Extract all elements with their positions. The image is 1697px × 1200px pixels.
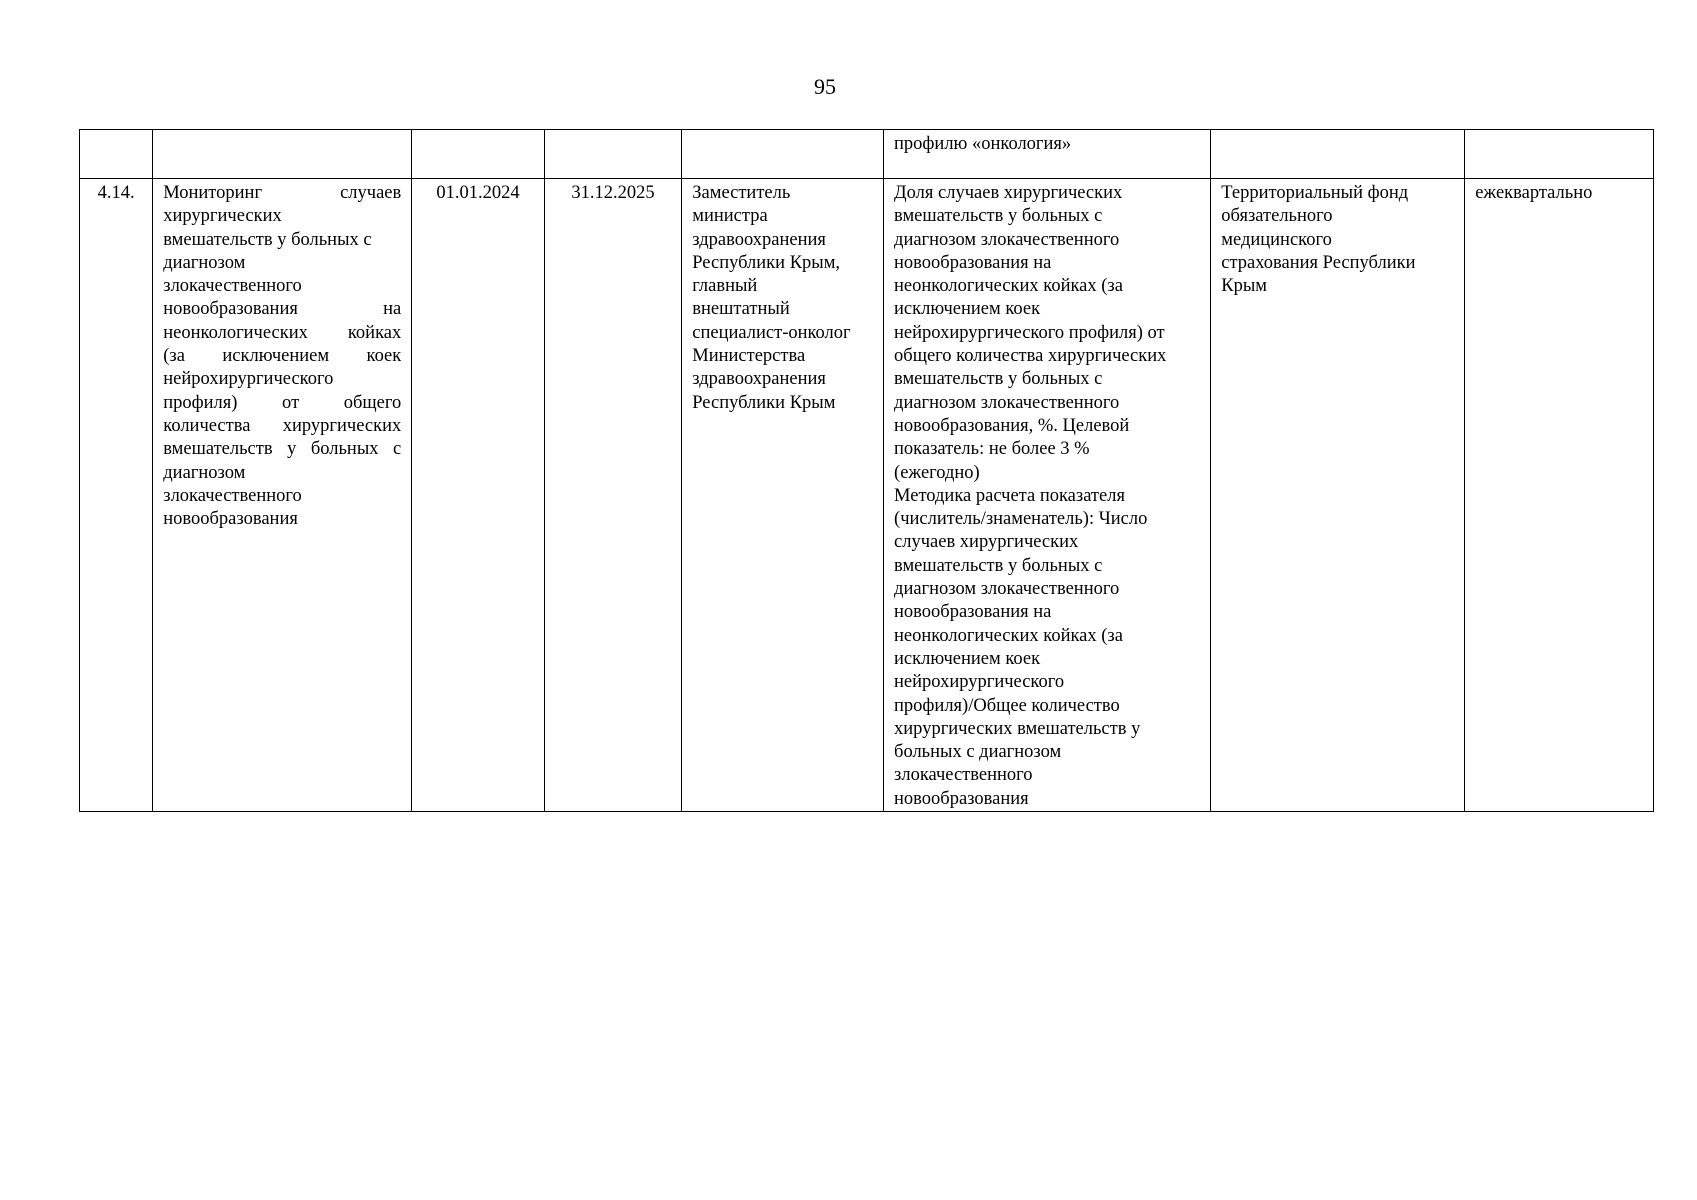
event-line: хирургических: [163, 206, 282, 227]
responsible-line: Министерства: [692, 346, 806, 367]
indicator-line: диагнозом злокачественного: [894, 392, 1120, 413]
responsible-line: внештатный: [692, 299, 790, 320]
table-row: [80, 179, 1654, 812]
event-line: профиля) от общего: [163, 392, 402, 413]
indicator-line: новообразования на: [894, 602, 1052, 623]
cont-cell-periodicity: [1465, 130, 1654, 179]
indicator-line: больных с диагнозом: [894, 742, 1062, 763]
indicator-line: исключением коек: [894, 299, 1041, 320]
indicator-line: Доля случаев хирургических: [894, 183, 1123, 203]
responsible-line: министра: [692, 206, 768, 227]
event-line: вмешательств у больных с: [163, 229, 372, 250]
indicator-line: профиля)/Общее количество: [894, 695, 1120, 716]
cont-cell-source: [1211, 130, 1465, 179]
cont-cell-end-date: [544, 130, 682, 179]
indicator-line: показатель: не более 3 %: [894, 439, 1090, 460]
indicator-line: нейрохирургического профиля) от: [894, 322, 1165, 343]
indicator-line: (числитель/знаменатель): Число: [894, 509, 1148, 530]
event-line: диагнозом: [163, 462, 246, 483]
event-line: неонкологических койках: [163, 322, 402, 343]
source-line: Крым: [1221, 276, 1267, 297]
periodicity: ежеквартально: [1465, 179, 1654, 812]
event-line: новообразования: [163, 509, 298, 530]
source-line: обязательного: [1221, 206, 1333, 227]
data-source: [1211, 179, 1465, 812]
indicator-line: новообразования: [894, 788, 1029, 809]
indicator-line: вмешательств у больных с: [894, 369, 1103, 390]
event-line: (за исключением коек: [163, 346, 402, 367]
row-number: 4.14.: [80, 179, 153, 812]
event-line: злокачественного: [163, 276, 302, 297]
start-date: 01.01.2024: [412, 179, 545, 812]
event-line: нейрохирургического: [163, 369, 334, 390]
responsible-line: здравоохранения: [692, 369, 826, 390]
event-line: Мониторинг случаев: [163, 183, 402, 203]
end-date: 31.12.2025: [544, 179, 682, 812]
indicator-line: нейрохирургического: [894, 672, 1065, 693]
indicator-line: неонкологических койках (за: [894, 625, 1123, 646]
cont-cell-number: [80, 130, 153, 179]
indicator-line: вмешательств у больных с: [894, 555, 1103, 576]
indicator-description: [884, 179, 1211, 812]
indicator-line: вмешательств у больных с: [894, 206, 1103, 227]
cont-cell-start-date: [412, 130, 545, 179]
indicator-line: новообразования на: [894, 252, 1052, 273]
responsible-line: Заместитель: [692, 183, 791, 203]
cont-cell-responsible: [682, 130, 884, 179]
indicator-line: общего количества хирургических: [894, 346, 1167, 367]
indicator-line: Методика расчета показателя: [894, 485, 1125, 506]
indicator-line: исключением коек: [894, 648, 1041, 669]
responsible-line: главный: [692, 276, 758, 297]
indicator-line: случаев хирургических: [894, 532, 1079, 553]
cont-cell-event: [153, 130, 412, 179]
indicator-continuation-text: профилю «онкология»: [894, 134, 1072, 154]
event-line: злокачественного: [163, 485, 302, 506]
responsible-line: здравоохранения: [692, 229, 826, 250]
event-line: новообразования на: [163, 299, 402, 320]
page-number: 95: [814, 74, 836, 99]
event-line: количества хирургических: [163, 415, 402, 436]
responsible-person: [682, 179, 884, 812]
indicator-line: (ежегодно): [894, 462, 980, 483]
monitoring-table: [79, 129, 1654, 812]
responsible-line: Республики Крым,: [692, 252, 841, 273]
source-line: страхования Республики: [1221, 252, 1416, 273]
source-line: Территориальный фонд: [1221, 183, 1409, 203]
indicator-line: диагнозом злокачественного: [894, 579, 1120, 600]
event-line: вмешательств у больных с: [163, 439, 402, 460]
event-description: [153, 179, 412, 812]
indicator-line: новообразования, %. Целевой: [894, 415, 1130, 436]
responsible-line: специалист-онколог: [692, 322, 851, 343]
indicator-line: злокачественного: [894, 765, 1033, 786]
event-line: диагнозом: [163, 252, 246, 273]
source-line: медицинского: [1221, 229, 1332, 250]
indicator-line: неонкологических койках (за: [894, 276, 1123, 297]
indicator-line: хирургических вмешательств у: [894, 718, 1141, 739]
continuation-row: [80, 130, 1654, 179]
responsible-line: Республики Крым: [692, 392, 836, 413]
indicator-line: диагнозом злокачественного: [894, 229, 1120, 250]
cont-cell-indicator: [884, 130, 1211, 179]
